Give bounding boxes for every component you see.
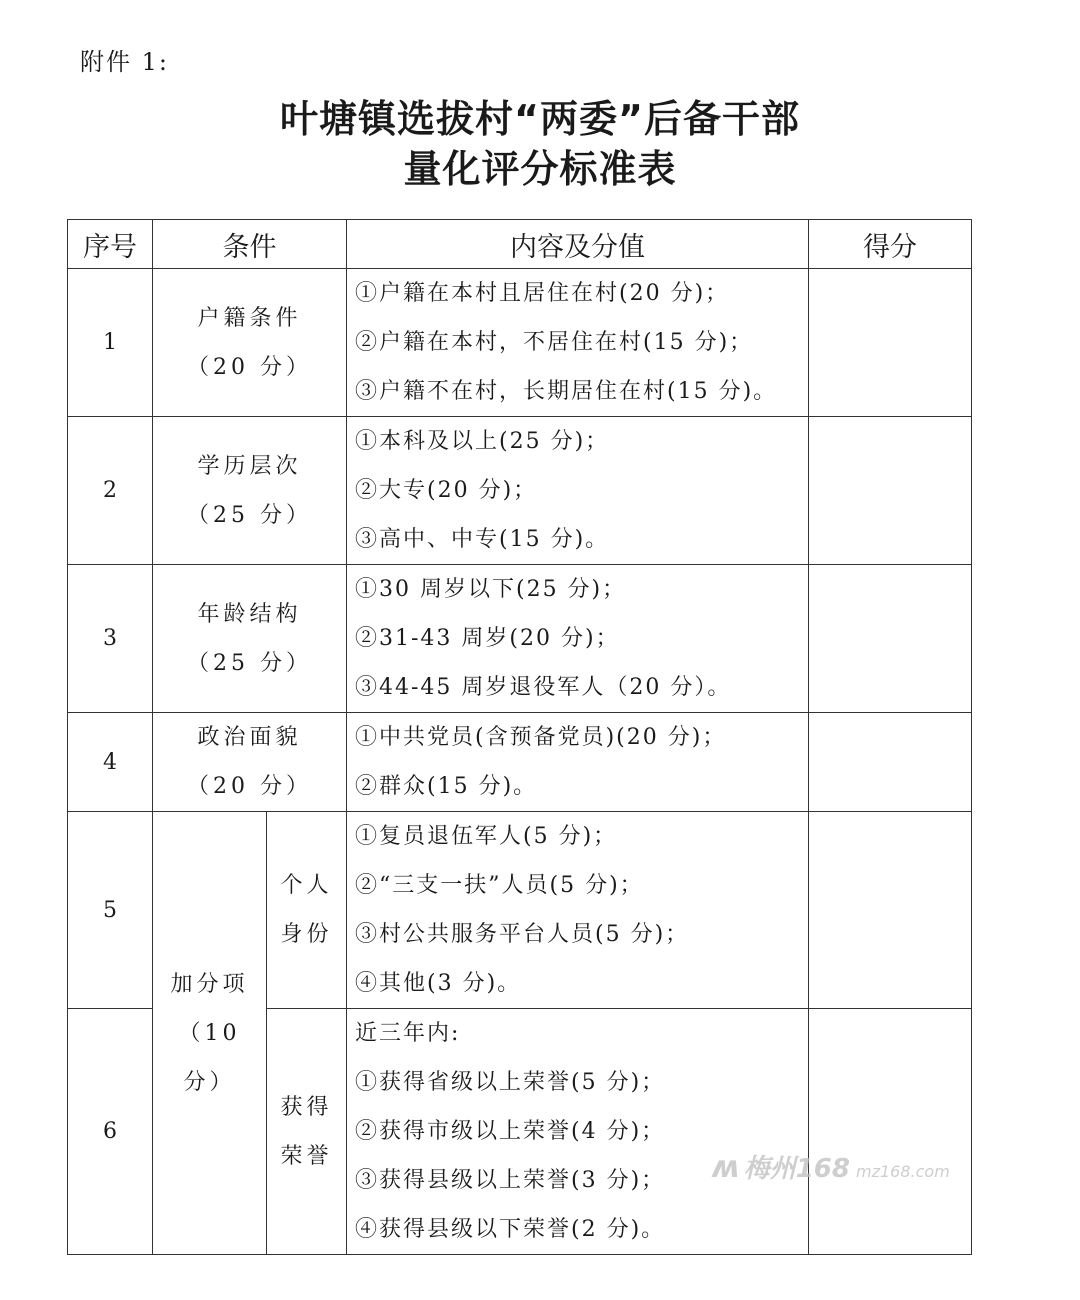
table-row — [68, 269, 972, 417]
table-header-row — [68, 220, 972, 269]
row-number: 6 — [68, 1009, 153, 1255]
bonus-subcategory-cell — [267, 1009, 347, 1255]
content-item: ①本科及以上(25 分)； — [355, 429, 610, 454]
header-condition: 条件 — [153, 220, 347, 269]
condition-points: （25 分） — [187, 650, 312, 676]
score-blank-cell[interactable] — [809, 1009, 972, 1255]
content-item: ①30 周岁以下(25 分)； — [355, 577, 627, 602]
content-item: ③获得县级以上荣誉(3 分)； — [355, 1168, 666, 1193]
condition-label: 年龄结构 — [197, 601, 302, 627]
header-score: 得分 — [809, 220, 972, 269]
content-item: ②31-43 周岁(20 分)； — [355, 626, 620, 651]
content-cell — [347, 1009, 809, 1255]
row-number: 4 — [68, 713, 153, 812]
condition-points: （25 分） — [187, 502, 312, 528]
content-item: ②群众(15 分)。 — [355, 774, 538, 799]
table-row — [68, 812, 972, 1009]
attachment-label: 附件 1: — [80, 48, 169, 76]
condition-points: （20 分） — [187, 774, 312, 799]
content-item: ③高中、中专(15 分)。 — [355, 527, 610, 552]
condition-cell — [153, 417, 347, 565]
content-item: ①中共党员(含预备党员)(20 分)； — [355, 725, 727, 750]
score-blank-cell[interactable] — [809, 417, 972, 565]
bonus-subcategory-cell — [267, 812, 347, 1009]
watermark-url: mz168.com — [856, 1162, 950, 1181]
content-item: ③村公共服务平台人员(5 分)； — [355, 922, 690, 947]
bonus-condition-cell — [153, 812, 267, 1255]
condition-cell — [153, 713, 347, 812]
condition-points: （20 分） — [187, 354, 312, 380]
subcategory-line: 荣誉 — [280, 1143, 333, 1169]
content-item: ②大专(20 分)； — [355, 478, 538, 503]
bonus-condition-label: 加分项 — [170, 971, 249, 997]
document-title-line2: 量化评分标准表 — [403, 147, 677, 191]
subcategory-line: 获得 — [280, 1094, 333, 1120]
content-cell — [347, 713, 809, 812]
header-content: 内容及分值 — [347, 220, 809, 269]
condition-label: 政治面貌 — [197, 725, 302, 750]
row-number: 2 — [68, 417, 153, 565]
content-item: ①获得省级以上荣誉(5 分)； — [355, 1070, 666, 1095]
content-item: ②获得市级以上荣誉(4 分)； — [355, 1119, 666, 1144]
content-cell — [347, 417, 809, 565]
row-number: 3 — [68, 565, 153, 713]
watermark-site-name: 梅州168 — [743, 1154, 850, 1184]
subcategory-line: 身份 — [280, 922, 333, 947]
content-cell — [347, 269, 809, 417]
content-item: ①户籍在本村且居住在村(20 分)； — [355, 281, 730, 306]
content-item: ②户籍在本村，不居住在村(15 分)； — [355, 330, 754, 355]
content-item: ③户籍不在村，长期居住在村(15 分)。 — [355, 379, 778, 404]
condition-label: 学历层次 — [197, 453, 302, 479]
table-row — [68, 565, 972, 713]
document-title-line1: 叶塘镇选拔村“两委”后备干部 — [280, 97, 800, 141]
scoring-table — [67, 219, 972, 1255]
condition-label: 户籍条件 — [197, 305, 302, 331]
table-row — [68, 713, 972, 812]
header-number: 序号 — [68, 220, 153, 269]
content-item: ①复员退伍军人(5 分)； — [355, 824, 618, 849]
site-watermark — [712, 1148, 950, 1185]
content-cell — [347, 812, 809, 1009]
score-blank-cell[interactable] — [809, 269, 972, 417]
score-blank-cell[interactable] — [809, 713, 972, 812]
content-item: ③44-45 周岁退役军人（20 分）。 — [355, 675, 732, 700]
mz-logo-icon: ʍ — [712, 1150, 740, 1185]
table-row — [68, 417, 972, 565]
row-number: 5 — [68, 812, 153, 1009]
condition-cell — [153, 269, 347, 417]
content-item: ②“三支一扶”人员(5 分)； — [355, 873, 644, 898]
subcategory-line: 个人 — [280, 873, 333, 898]
content-item: 近三年内: — [355, 1021, 461, 1046]
content-item: ④其他(3 分)。 — [355, 971, 522, 996]
score-blank-cell[interactable] — [809, 812, 972, 1009]
content-cell — [347, 565, 809, 713]
score-blank-cell[interactable] — [809, 565, 972, 713]
bonus-condition-points: （10 分） — [178, 1020, 241, 1095]
row-number: 1 — [68, 269, 153, 417]
condition-cell — [153, 565, 347, 713]
content-item: ④获得县级以下荣誉(2 分)。 — [355, 1217, 666, 1242]
